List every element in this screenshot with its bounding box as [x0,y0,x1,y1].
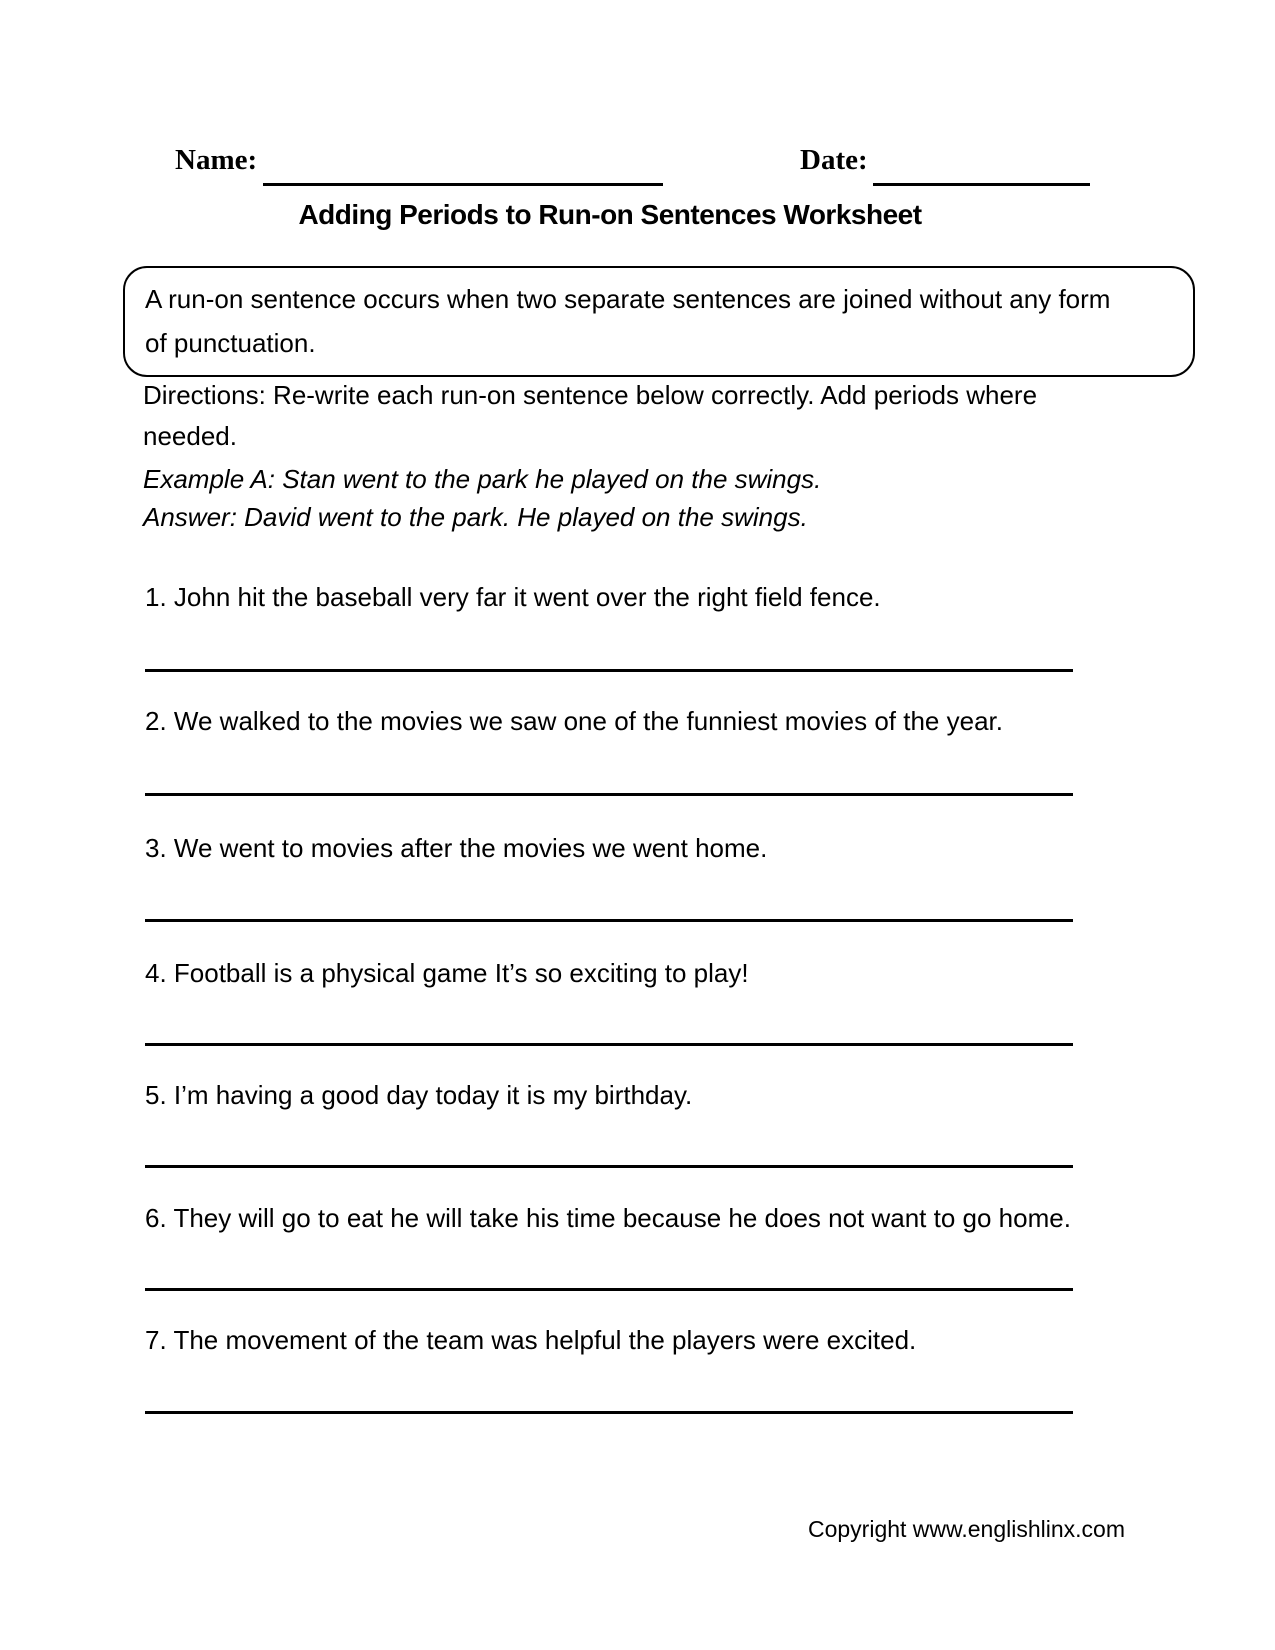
date-blank-underline [873,183,1090,186]
example-prompt: Example A: Stan went to the park he played on the swings. [143,464,822,494]
example-answer: Answer: David went to the park. He played on the swings. [143,502,808,532]
name-blank-underline [263,183,663,186]
answer-blank-7 [145,1411,1073,1414]
answer-blank-1 [145,669,1073,672]
answer-blank-6 [145,1288,1073,1291]
exercise-sentence-6: 6. They will go to eat he will take his time because he does not want to go home. [145,1203,1071,1233]
date-label: Date: [800,144,868,176]
example-block [143,460,821,536]
worksheet-title: Adding Periods to Run-on Sentences Worksheet [298,199,922,230]
exercise-sentence-5: 5. I’m having a good day today it is my birthday. [145,1080,693,1110]
directions-text: Directions: Re-write each run-on sentence below correctly. Add periods where needed. [143,380,1038,451]
copyright-text: Copyright www.englishlinx.com [807,1516,1125,1542]
exercise-sentence-1: 1. John hit the baseball very far it went over the right field fence. [145,582,881,612]
name-label: Name: [175,144,258,176]
answer-blank-2 [145,793,1073,796]
exercise-sentence-4: 4. Football is a physical game It’s so exciting to play! [145,958,749,988]
exercise-sentence-2: 2. We walked to the movies we saw one of the funniest movies of the year. [145,706,1003,736]
exercise-sentence-3: 3. We went to movies after the movies we went home. [145,833,768,863]
answer-blank-5 [145,1165,1073,1168]
exercise-sentence-7: 7. The movement of the team was helpful the players were excited. [145,1325,917,1355]
definition-text: A run-on sentence occurs when two separate sentences are joined without any form of punctuation. [145,284,1111,358]
answer-blank-4 [145,1043,1073,1046]
answer-blank-3 [145,919,1073,922]
definition-box [123,266,1195,377]
